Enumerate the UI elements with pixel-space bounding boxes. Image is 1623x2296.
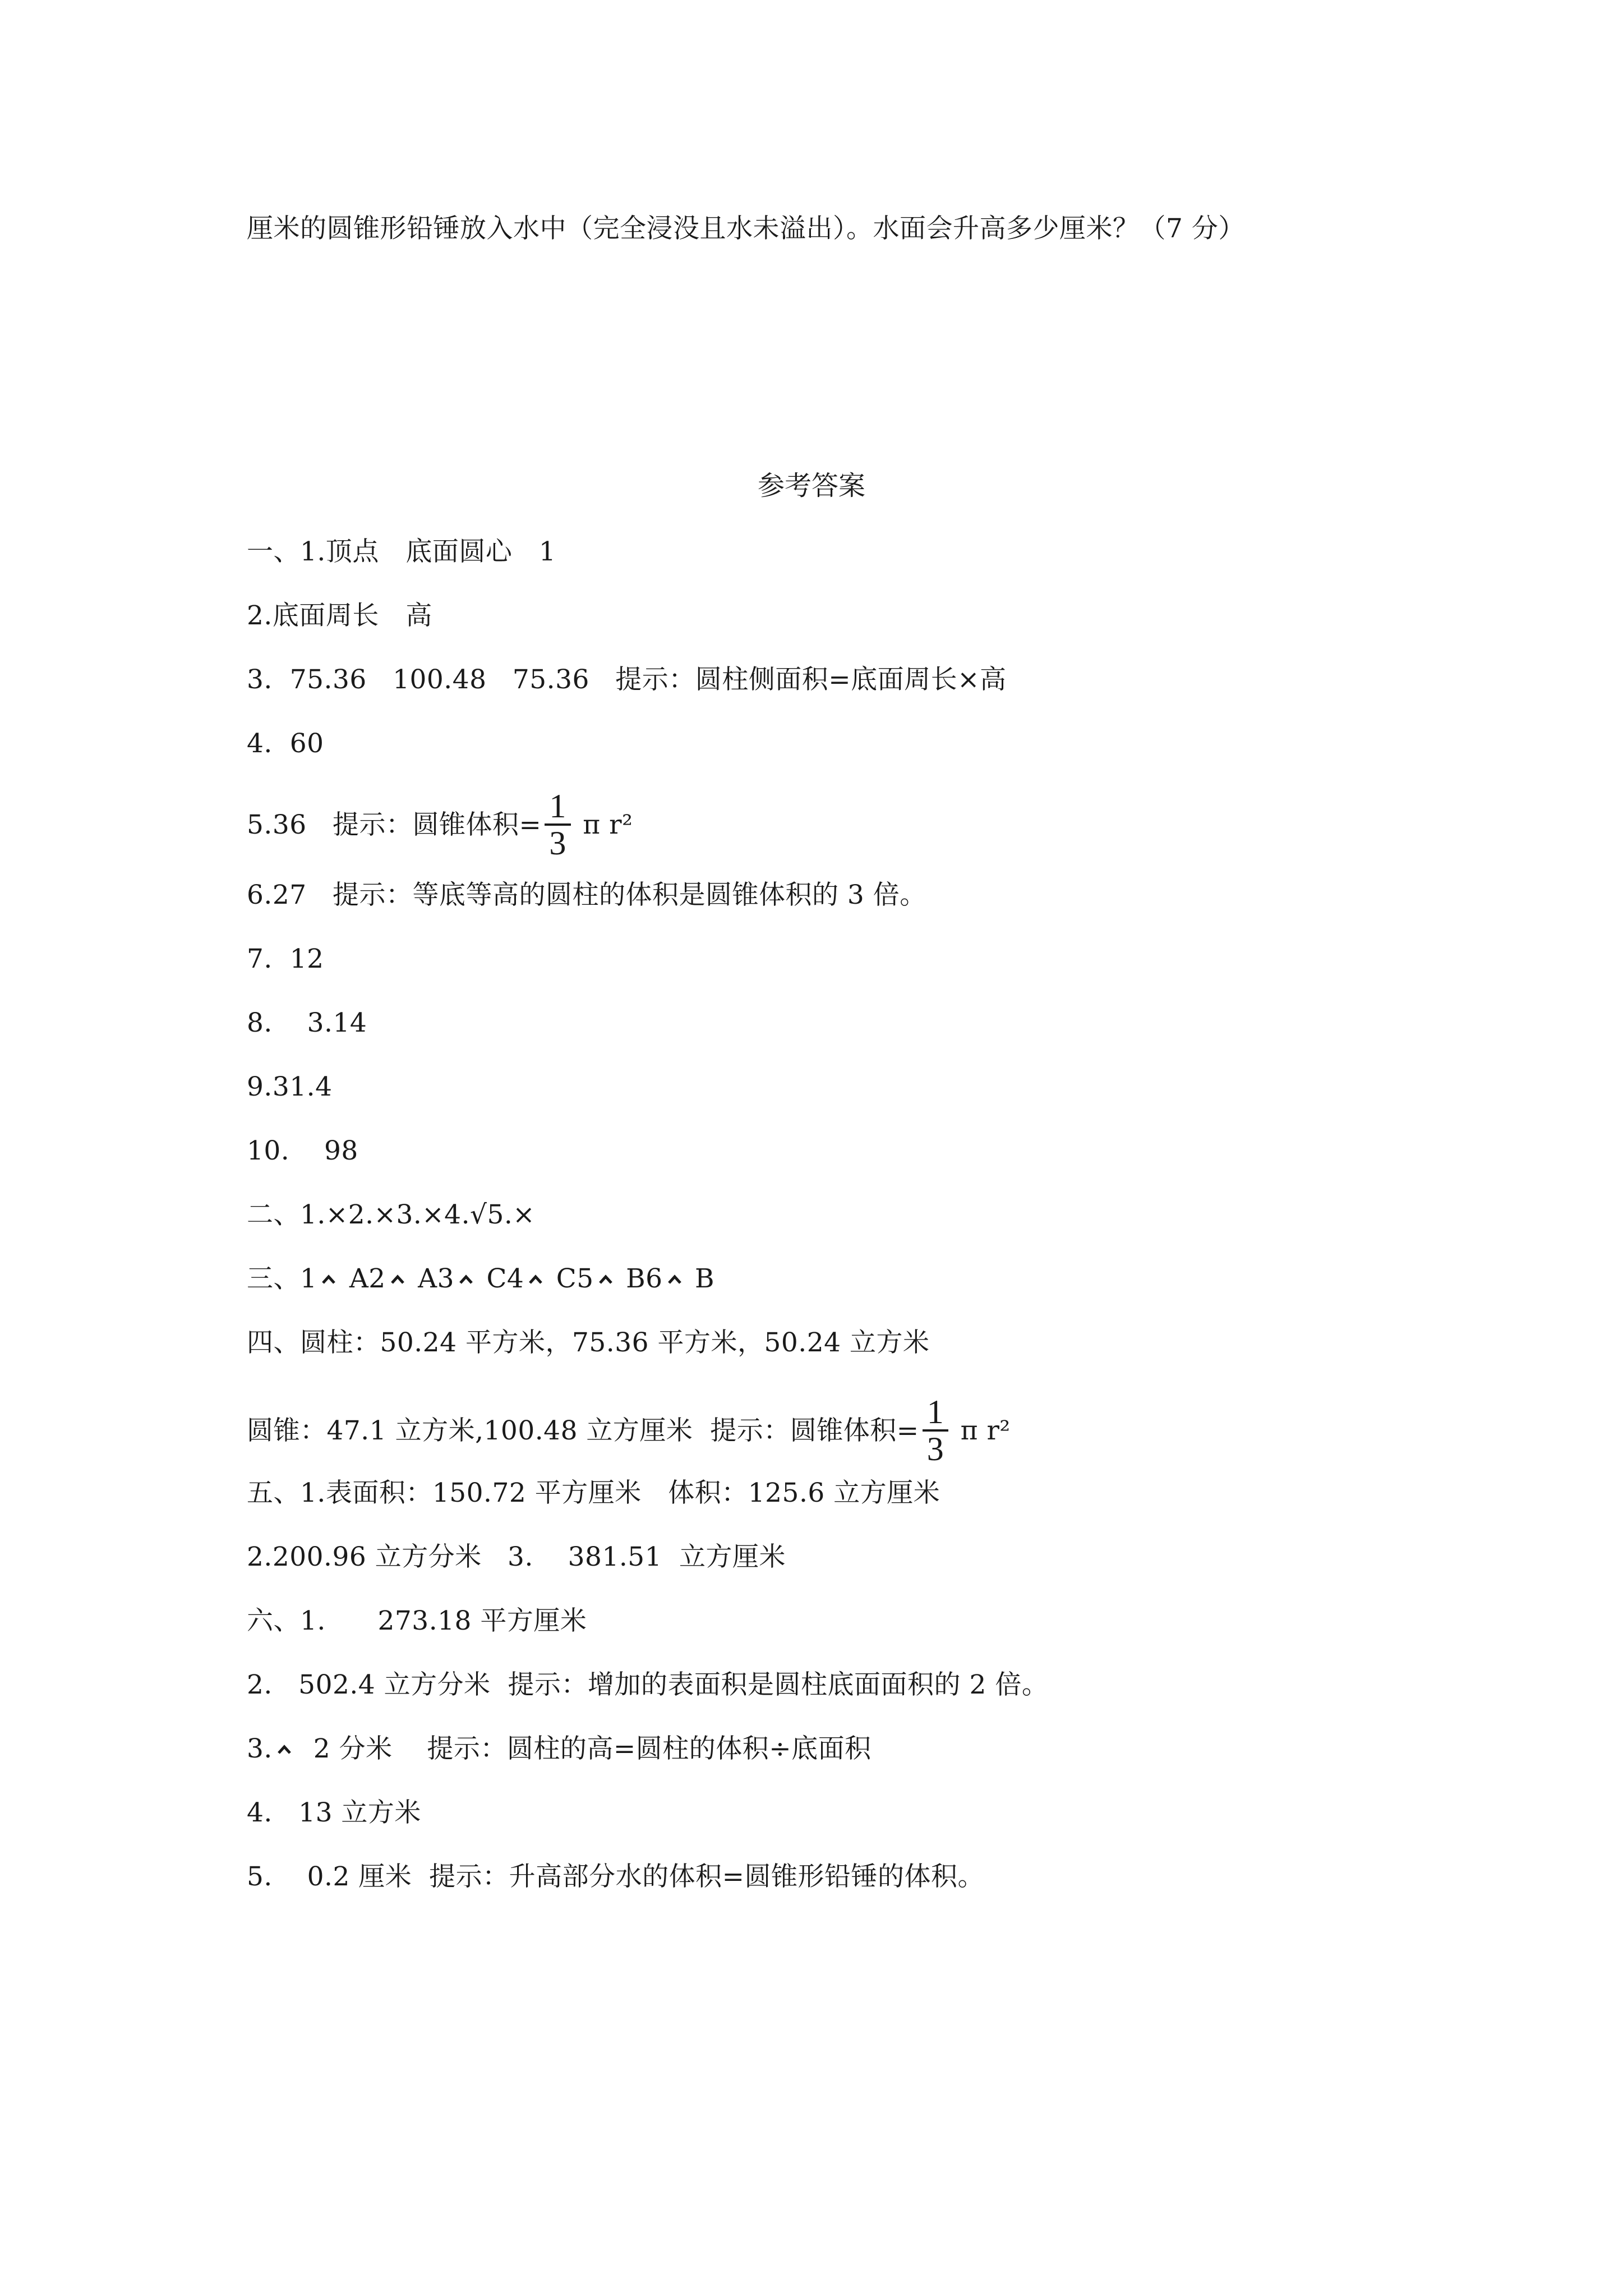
answer-line: 五、1.表面积：150.72 平方厘米 体积：125.6 立方厘米 — [247, 1478, 940, 1508]
answer-text: 圆锥：47.1 立方米,100.48 立方厘米 提示：圆锥体积= — [247, 1415, 919, 1446]
answer-text: 2 分米 提示：圆柱的高=圆柱的体积÷底面积 — [296, 1733, 872, 1764]
answer-line: 六、1. 273.18 平方厘米 — [247, 1605, 587, 1636]
answer-text: 3. — [247, 1733, 273, 1764]
answer-line: 8. 3.14 — [247, 1007, 367, 1038]
top-question: 厘米的圆锥形铅锤放入水中（完全浸没且水未溢出）。水面会升高多少厘米？（7 分） — [247, 213, 1245, 244]
answer-text: π r² — [574, 809, 633, 840]
answer-text: C4 — [478, 1263, 524, 1294]
answer-title: 参考答案 — [757, 470, 865, 501]
caret-icon — [277, 1745, 292, 1755]
answer-line: 一、1.顶点 底面圆心 1 — [247, 536, 556, 567]
answer-line: 9.31.4 — [247, 1071, 333, 1102]
caret-icon — [598, 1274, 613, 1285]
caret-icon — [459, 1274, 473, 1285]
answer-line: 7. 12 — [247, 944, 324, 974]
answer-text: B — [686, 1263, 714, 1294]
answer-text: C5 — [547, 1263, 594, 1294]
answer-line — [247, 1262, 714, 1296]
answer-line: 2. 502.4 立方分米 提示：增加的表面积是圆柱底面面积的 2 倍。 — [247, 1669, 1049, 1700]
caret-icon — [321, 1274, 336, 1285]
answer-line: 2.底面周长 高 — [247, 600, 432, 631]
fraction — [923, 1395, 949, 1466]
answer-line: 5. 0.2 厘米 提示：升高部分水的体积=圆锥形铅锤的体积。 — [247, 1861, 985, 1892]
caret-icon — [528, 1274, 543, 1285]
fraction-numerator: 1 — [545, 789, 571, 826]
fraction-numerator: 1 — [923, 1395, 949, 1432]
answer-line — [247, 1393, 1011, 1469]
answer-line: 3. 75.36 100.48 75.36 提示：圆柱侧面积=底面周长×高 — [247, 664, 1007, 695]
answer-text: B6 — [617, 1263, 663, 1294]
answer-line: 四、圆柱：50.24 平方米，75.36 平方米，50.24 立方米 — [247, 1327, 930, 1358]
answer-line — [247, 788, 633, 863]
answer-line: 10. 98 — [247, 1135, 358, 1166]
answer-text: 三、1 — [247, 1263, 317, 1294]
answer-line: 6.27 提示：等底等高的圆柱的体积是圆锥体积的 3 倍。 — [247, 880, 926, 910]
fraction — [545, 789, 571, 861]
caret-icon — [667, 1274, 682, 1285]
answer-line: 二、1.×2.×3.×4.√5.× — [247, 1199, 536, 1230]
answer-line: 4. 60 — [247, 728, 324, 759]
answer-text: π r² — [952, 1415, 1011, 1446]
answer-text: A3 — [409, 1263, 454, 1294]
answer-line: 4. 13 立方米 — [247, 1797, 421, 1828]
fraction-denominator: 3 — [549, 825, 566, 862]
answer-line: 2.200.96 立方分米 3. 381.51 立方厘米 — [247, 1542, 786, 1572]
answer-text: 5.36 提示：圆锥体积= — [247, 809, 542, 840]
fraction-denominator: 3 — [926, 1430, 944, 1467]
answer-text: A2 — [340, 1263, 386, 1294]
answer-line — [247, 1732, 872, 1766]
caret-icon — [390, 1274, 405, 1285]
